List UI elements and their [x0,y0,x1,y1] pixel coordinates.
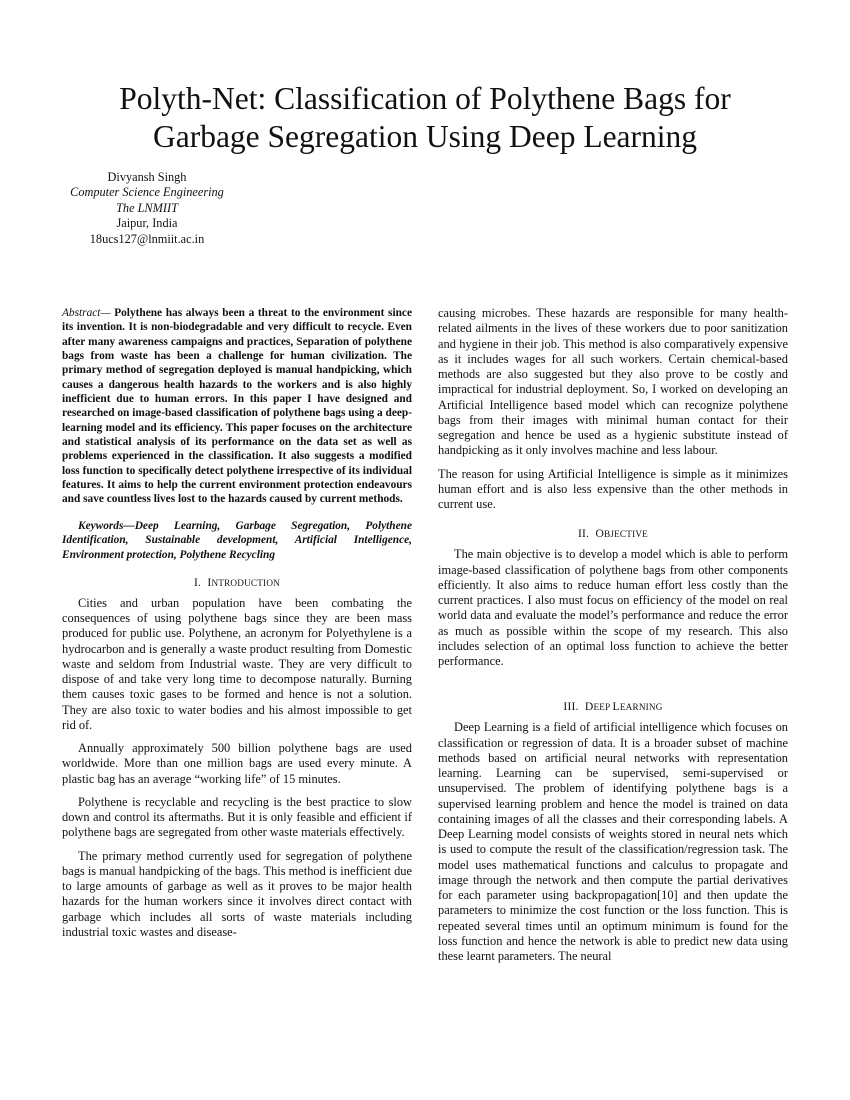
deep-learning-rest-2: EARNING [619,702,663,713]
author-block [62,170,232,247]
paper-title [60,80,790,156]
intro-paragraph-4-continued: causing microbes. These hazards are responsible for many health-related ailments in the lives of these workers due to poor sanitization and hygiene in their job. This method is also comparatively expensive as it includes wages for all such workers. Certain chemical-based methods are also suggested but they also prove to be costly and impractical for industrial deployment. So, I worked on developing an Artificial Intelligence based model which can recognize polythene bags from their images with minimal human contact for their segregation and hence be used as a hygienic substitute instead of handpicking as it only involves machine and less labour. [438,306,788,458]
intro-paragraph-3: Polythene is recyclable and recycling is the best practice to slow down and control its aftermaths. But it is only feasible and efficient if polythene bags are segregated from other waste materials effectively. [62,794,412,840]
keywords [62,519,412,562]
author-department: Computer Science Engineering [70,185,224,200]
abstract-text: Polythene has always been a threat to the environment since its invention. It is non-biodegradable and very difficult to recycle. Even after many awareness campaigns and practices, Separation of polythene bags from waste has been a challenge for human civilization. The primary method of segregation deployed is manual handpicking, which causes a dangerous health hazards to the workers and is also highly inefficient due to human errors. In this paper I have designed and researched on image-based classification of polythene bags using a deep-learning model and its efficiency. This paper focuses on the architecture and statistical analysis of its performance on the data set as well as problems experienced in the classification. It also suggests a modified loss function to specifically detect polythene irrespective of its individual features. It aims to help the current environment protection endeavours and save countless lives lost to the hazards caused by current methods. [62,307,412,506]
right-column [438,306,788,964]
section-heading-introduction [62,575,412,591]
title-line-2: Garbage Segregation Using Deep Learning [152,119,698,154]
left-column [62,306,412,940]
objective-paragraph-1: The main objective is to develop a model which is able to perform image-based classification of polythene bags from other components efficiently. It also aims to reduce human effort less costly than the current practices. I also must focus on efficiency of the model on real world data and evaluate the model’s performance and reduce the error as much as possible within the scope of my research. This also includes selection of an optimal loss function to achieve the better performance. [438,547,788,668]
author-name: Divyansh Singh [107,170,187,184]
intro-paragraph-5: The reason for using Artificial Intelligence is simple as it minimizes human effort and is also less expensive than the other methods in current use. [438,466,788,511]
intro-paragraph-4: The primary method currently used for segregation of polythene bags is manual handpicking of the bags. This method is inefficient due to large amounts of garbage as well as it proves to be major health hazards for the human workers since it involves direct contact with garbage which includes all sorts of waste materials including industrial toxic wastes and disease- [62,848,412,939]
section-heading-objective [438,526,788,542]
section-heading-deep-learning [438,699,788,715]
deep-learning-number: III. [563,700,579,714]
deep-learning-rest: EEP [593,702,613,713]
intro-number: I. [194,575,202,589]
intro-paragraph-2: Annually approximately 500 billion polythene bags are used worldwide. More than one million bags are used every minute. A plastic bag has an average “working life” of 15 minutes. [62,741,412,786]
objective-first-letter: O [595,527,605,541]
keywords-text: Deep Learning, Garbage Segregation, Polythene Identification, Sustainable development, Artificial Intelligence, Environment protection, Polythene Recycling [62,519,412,561]
objective-rest: BJECTIVE [604,529,648,540]
intro-first-letter: I [207,575,212,589]
deep-learning-second-letter: L [612,700,620,714]
abstract-lead: Abstract— [62,307,111,319]
author-location: Jaipur, India [116,216,178,231]
intro-rest: NTRODUCTION [211,577,280,588]
objective-number: II. [578,527,590,541]
title-line-1: Polyth-Net: Classification of Polythene Bags for [119,81,731,116]
deep-learning-paragraph-1: Deep Learning is a field of artificial intelligence which focuses on classification or regression of data. It is a broader subset of machine methods based on artificial neural networks with representation learning. Learning can be supervised, semi-supervised or unsupervised. The problem of identifying polythene bags is a supervised learning problem and hence the model is trained on data containing images of all the classes and their corresponding labels. A Deep Learning model consists of weights stored in neural nets which is used to compute the result of the classification/regression task. The model uses mathematical functions and calculus to propagate and image through the network and then compute the partial derivatives for each parameter using backpropagation[10] and then update the parameters to minimize the cost function or the loss function. This is repeated several times until an optimum minimum is found for the loss function and hence the network is able to predict new data using these learnt parameters. The neural [438,720,788,963]
intro-paragraph-1: Cities and urban population have been combating the consequences of using polythene bags since they are been mass produced for public use. Polythene, an acronym for Polyethylene is a hydrocarbon and is generally a waste product resulting from Domestic waste and seldom from Industrial waste. They are very difficult to dispose of and take very long time to decompose naturally. Burning them causes toxic gases to be formed and hence is not a solution. They are also toxic to water bodies and his almost impossible to get rid of. [62,595,412,732]
author-email: 18ucs127@lnmiit.ac.in [89,231,205,246]
author-institution: The LNMIIT [116,200,178,215]
abstract [62,306,412,507]
keywords-lead: Keywords— [78,519,135,532]
deep-learning-first-letter: D [584,700,594,714]
